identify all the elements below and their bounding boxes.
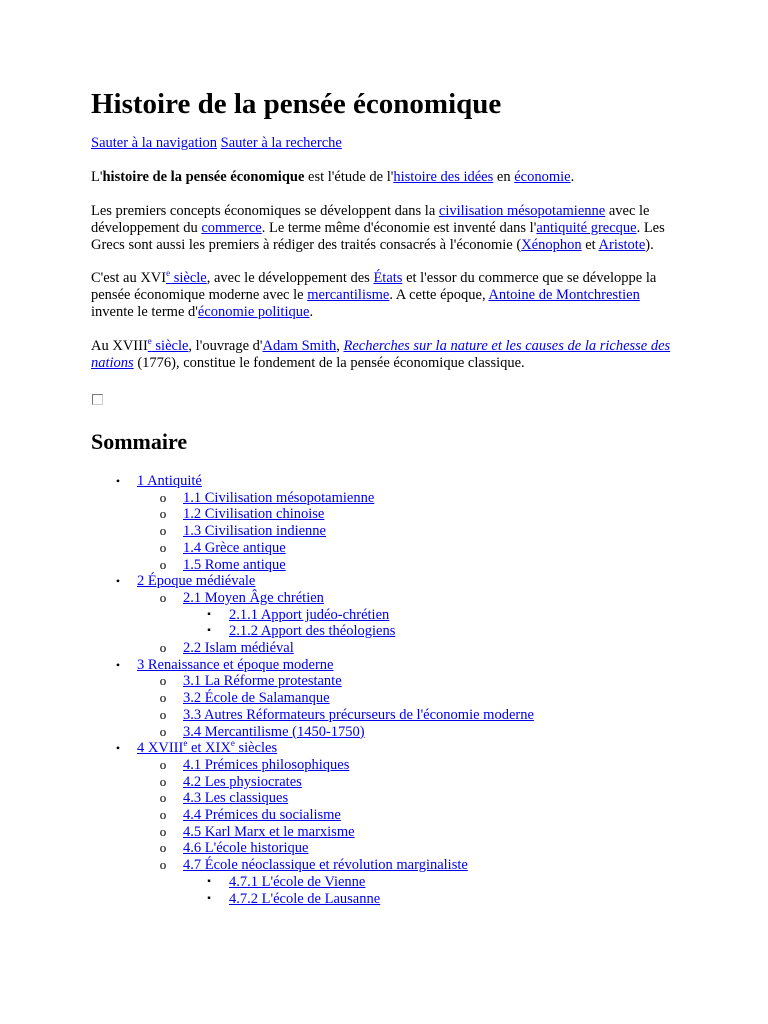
toc-item [91,490,678,507]
link-aristote[interactable]: Aristote [598,237,646,253]
bullet-icon: o [159,840,167,856]
toc-title: Sommaire [91,429,188,454]
toc-item [91,824,678,841]
toc-link[interactable]: 3 Renaissance et époque moderne [137,656,334,673]
text: . A cette époque, [389,287,489,303]
toc-link[interactable]: 4.2 Les physiocrates [183,773,302,790]
toc-link[interactable]: 2 Époque médiévale [137,573,256,590]
bullet-icon: o [159,823,167,839]
text: , avec le développement des [206,270,374,286]
toc-link[interactable]: 2.1 Moyen Âge chrétien [183,589,324,606]
toc-link[interactable]: 1.5 Rome antique [183,556,286,573]
toc-item [91,807,678,824]
paragraph-xvi [91,270,678,321]
toc-item [91,473,678,490]
text: . [309,304,314,320]
text: avec le développement du [91,203,650,236]
toc-link[interactable]: 4.7.1 L'école de Vienne [229,873,366,890]
toc-item [91,523,678,540]
link-antoine-de-montchrestien[interactable]: Antoine de Montchrestien [488,287,640,303]
bullet-icon: ▪ [207,875,211,887]
toc-item [91,790,678,807]
toc-link[interactable]: 2.2 Islam médiéval [183,640,294,657]
link-antiquite-grecque[interactable]: antiquité grecque [536,220,637,236]
link-text: 4 XVIII [137,740,184,757]
bullet-icon: o [159,556,167,572]
toc-item [91,724,678,741]
toc-item [91,891,678,908]
superscript: e [230,738,235,749]
toc-link[interactable]: 3.3 Autres Réformateurs précurseurs de l'économie moderne [183,706,534,723]
text: (1776), constitue le fondement de la pensée économique classique. [133,355,525,371]
bullet-icon: o [159,706,167,722]
toc-item [91,506,678,523]
toc-item [91,740,678,757]
link-commerce[interactable]: commerce [201,220,262,236]
bullet-icon: • [115,574,121,589]
text: . Le terme même d'économie est inventé dans l' [261,220,537,236]
toc-item [91,673,678,690]
link-text: siècle [151,338,189,354]
bullet-icon: ▪ [207,892,211,904]
bullet-icon: ▪ [207,608,211,620]
skip-to-search-link[interactable]: Sauter à la recherche [220,135,342,151]
link-etats[interactable]: États [373,270,403,286]
text: et [581,237,599,253]
text: est l'étude de l' [304,169,394,185]
link-siecle[interactable] [166,270,207,286]
link-text: siècles [234,740,278,757]
bullet-icon: o [159,773,167,789]
bullet-icon: o [159,723,167,739]
toc-link[interactable] [137,740,277,756]
toc-item [91,757,678,774]
toc-item [91,623,678,640]
text: , l'ouvrage d' [188,338,263,354]
bullet-icon: • [115,474,121,488]
bullet-icon: o [159,640,167,656]
text: Les premiers concepts économiques se développent dans la [91,203,439,219]
toc-link[interactable]: 4.4 Prémices du socialisme [183,807,341,824]
text: C'est au XVI [91,270,167,286]
toc-link[interactable]: 4.7.2 L'école de Lausanne [229,890,381,907]
link-xenophon[interactable]: Xénophon [521,237,582,253]
toc-item [91,640,678,657]
text: en [493,169,515,185]
toc-item [91,557,678,574]
bullet-icon: o [159,857,167,873]
link-siecle[interactable] [148,338,189,354]
bullet-icon: o [159,489,167,505]
superscript: e [166,268,171,279]
toc-link[interactable]: 3.2 École de Salamanque [183,690,330,707]
bullet-icon: o [159,756,167,772]
link-adam-smith[interactable]: Adam Smith [262,338,337,354]
link-economie-politique[interactable]: économie politique [197,304,310,320]
toc-item [91,540,678,557]
toc-item [91,607,678,624]
link-text: et XIX [187,740,231,757]
toc-link[interactable]: 4.6 L'école historique [183,840,309,857]
bullet-icon: o [159,506,167,522]
skip-to-navigation-link[interactable]: Sauter à la navigation [91,135,218,151]
link-mercantilisme[interactable]: mercantilisme [307,287,390,303]
toc-link[interactable]: 3.4 Mercantilisme (1450-1750) [183,723,365,740]
toc-link[interactable]: 1.1 Civilisation mésopotamienne [183,489,375,506]
bullet-icon: • [115,657,121,672]
link-civilisation-mesopotamienne[interactable]: civilisation mésopotamienne [438,203,606,219]
toc-item [91,657,678,674]
intro-paragraph [91,169,678,186]
link-text: siècle [170,270,207,286]
bullet-icon: o [159,539,167,555]
bullet-icon: ▪ [207,625,211,637]
superscript: e [183,738,188,749]
bold-term: histoire de la pensée économique [102,169,305,185]
toc-item [91,874,678,891]
bullet-icon: o [159,523,167,539]
bullet-icon: o [159,807,167,823]
skip-links [91,135,678,152]
page-title: Histoire de la pensée économique [91,88,502,120]
toc-item [91,707,678,724]
text: . Les Grecs sont aussi les premiers à rédiger des traités consacrés à l'économie ( [91,220,665,253]
superscript: e [147,336,152,347]
toc-link[interactable]: 4.3 Les classiques [183,790,289,807]
toc-link[interactable]: 1 Antiquité [137,473,202,489]
paragraph-origins [91,203,678,254]
toc-link[interactable]: 3.1 La Réforme protestante [183,673,342,690]
toc-item [91,690,678,707]
toc-toggle-checkbox-icon[interactable] [92,394,103,405]
toc-link[interactable]: 4.1 Prémices philosophiques [183,756,350,773]
toc-link[interactable]: 1.4 Grèce antique [183,539,286,556]
text: , [336,338,344,354]
link-text: Recherches sur la nature et les causes de la richesse des nations [91,338,671,371]
toc-item [91,857,678,874]
text: ). [645,237,654,253]
table-of-contents [91,473,678,907]
toc-link[interactable]: 2.1.1 Apport judéo-chrétien [229,606,390,623]
link-histoire-des-idees[interactable]: histoire des idées [393,169,494,185]
toc-link[interactable]: 2.1.2 Apport des théologiens [229,623,396,640]
toc-link[interactable]: 4.5 Karl Marx et le marxisme [183,823,355,840]
bullet-icon: o [159,673,167,689]
text: . [570,169,575,185]
toc-link[interactable]: 1.3 Civilisation indienne [183,523,326,540]
toc-link[interactable]: 1.2 Civilisation chinoise [183,506,325,523]
bullet-icon: o [159,790,167,806]
toc-item [91,774,678,791]
toc-link[interactable]: 4.7 École néoclassique et révolution marginaliste [183,857,468,874]
paragraph-xviii [91,338,678,372]
text: L' [91,169,103,185]
link-economie[interactable]: économie [514,169,571,185]
toc-item [91,840,678,857]
text: et l'essor du commerce que se développe la pensée économique moderne avec le [91,270,657,303]
toc-item [91,573,678,590]
toc-item [91,590,678,607]
text: invente le terme d' [91,304,198,320]
text: Au XVIII [91,338,148,354]
bullet-icon: o [159,690,167,706]
bullet-icon: • [115,741,121,756]
bullet-icon: o [159,589,167,605]
